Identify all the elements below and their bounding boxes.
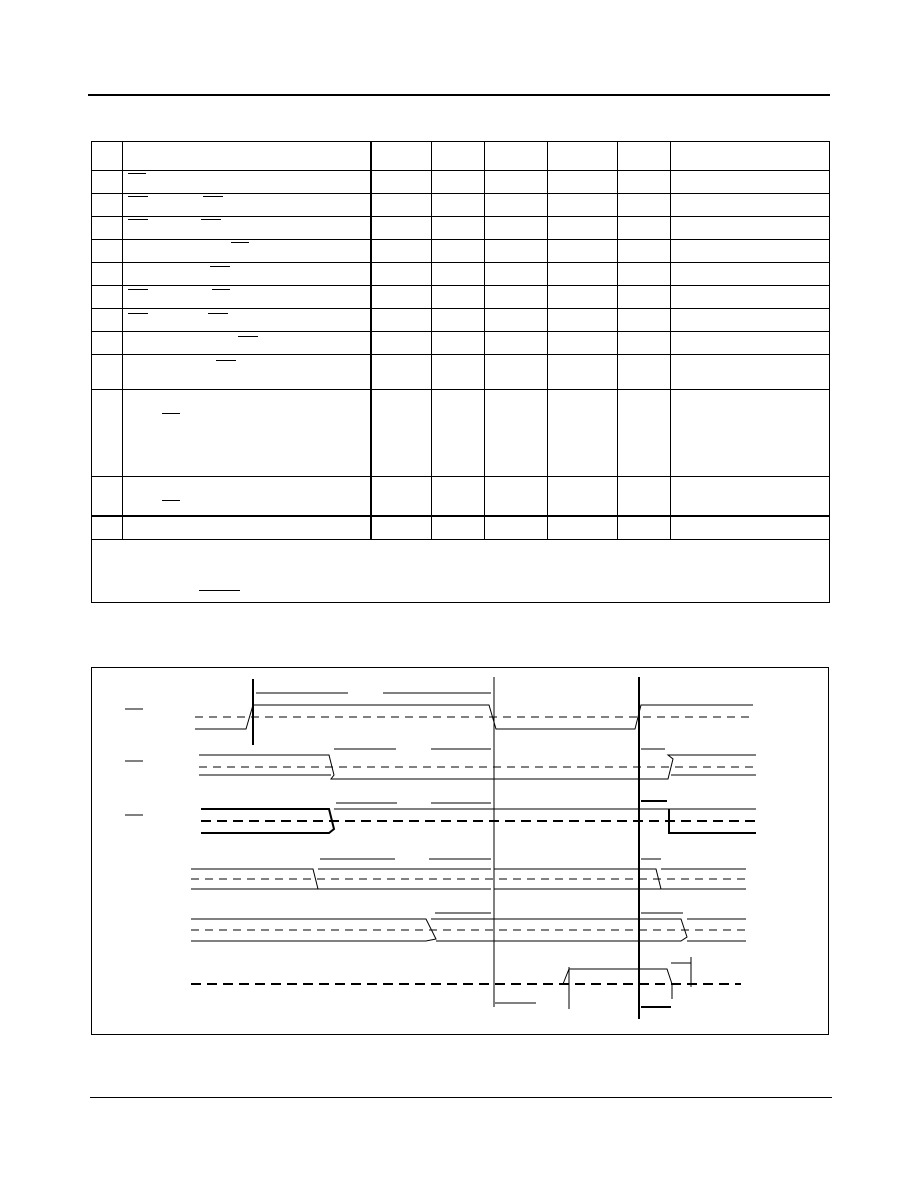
table-cell bbox=[618, 516, 671, 540]
overbar-mark bbox=[231, 242, 249, 243]
table-cell bbox=[618, 309, 671, 332]
table-cell bbox=[92, 240, 123, 263]
table-row bbox=[92, 263, 830, 286]
table-cell bbox=[92, 355, 123, 390]
table-cell bbox=[548, 286, 618, 309]
spec-table bbox=[91, 141, 830, 603]
table-cell bbox=[432, 171, 485, 194]
table-cell bbox=[92, 477, 123, 517]
table-cell bbox=[485, 194, 548, 217]
overbar-mark bbox=[128, 289, 148, 290]
overbar-mark bbox=[201, 219, 221, 220]
table-cell bbox=[371, 240, 432, 263]
table-cell bbox=[485, 171, 548, 194]
table-cell bbox=[548, 309, 618, 332]
table-cell bbox=[485, 217, 548, 240]
table-cell bbox=[485, 240, 548, 263]
table-cell bbox=[92, 332, 123, 355]
table-header-row bbox=[92, 142, 830, 171]
table-row bbox=[92, 171, 830, 194]
header-rule bbox=[88, 94, 830, 96]
table-cell bbox=[485, 309, 548, 332]
table-cell bbox=[618, 194, 671, 217]
table-cell bbox=[123, 355, 371, 390]
table-cell bbox=[671, 263, 830, 286]
table-cell bbox=[92, 263, 123, 286]
table-cell bbox=[432, 332, 485, 355]
table-cell bbox=[371, 309, 432, 332]
table-cell bbox=[618, 240, 671, 263]
table-cell bbox=[671, 217, 830, 240]
table-cell bbox=[123, 332, 371, 355]
table-cell bbox=[671, 171, 830, 194]
overbar-mark bbox=[128, 313, 148, 314]
table-cell bbox=[671, 516, 830, 540]
table-cell bbox=[123, 309, 371, 332]
overbar-mark bbox=[128, 196, 148, 197]
table-cell bbox=[548, 171, 618, 194]
table-cell bbox=[671, 286, 830, 309]
overbar-mark bbox=[128, 219, 148, 220]
table-cell bbox=[432, 355, 485, 390]
table-cell bbox=[618, 263, 671, 286]
table-cell bbox=[485, 390, 548, 477]
table-cell bbox=[92, 171, 123, 194]
overbar-mark bbox=[238, 336, 258, 337]
table-cell bbox=[371, 263, 432, 286]
table-cell bbox=[485, 332, 548, 355]
table-cell bbox=[371, 194, 432, 217]
table-cell bbox=[671, 142, 830, 171]
table-cell bbox=[123, 390, 371, 477]
table-cell bbox=[123, 171, 371, 194]
table-cell bbox=[548, 516, 618, 540]
table-cell bbox=[618, 142, 671, 171]
table-cell bbox=[92, 516, 123, 540]
table-cell bbox=[123, 477, 371, 517]
table-cell bbox=[618, 286, 671, 309]
table-row bbox=[92, 355, 830, 390]
table-cell bbox=[123, 217, 371, 240]
overbar-mark bbox=[216, 360, 236, 361]
table-cell bbox=[548, 142, 618, 171]
table-row bbox=[92, 332, 830, 355]
table-cell bbox=[548, 240, 618, 263]
table-cell bbox=[671, 355, 830, 390]
table-cell bbox=[432, 194, 485, 217]
table-cell bbox=[432, 477, 485, 517]
table-cell bbox=[485, 477, 548, 517]
table-cell bbox=[618, 355, 671, 390]
table-cell bbox=[671, 390, 830, 477]
overbar-mark bbox=[162, 500, 180, 501]
timing-diagram bbox=[91, 667, 829, 1035]
table-cell bbox=[548, 217, 618, 240]
table-cell bbox=[618, 217, 671, 240]
table-cell bbox=[371, 142, 432, 171]
table-cell bbox=[371, 477, 432, 517]
overbar-mark bbox=[199, 590, 240, 591]
table-cell bbox=[92, 390, 123, 477]
table-cell bbox=[92, 217, 123, 240]
table-cell bbox=[123, 286, 371, 309]
table-notes-cell bbox=[92, 540, 830, 603]
table-cell bbox=[548, 355, 618, 390]
table-cell bbox=[432, 240, 485, 263]
table-cell bbox=[92, 194, 123, 217]
overbar-mark bbox=[208, 313, 228, 314]
table-cell bbox=[371, 390, 432, 477]
table-cell bbox=[123, 194, 371, 217]
table-cell bbox=[432, 516, 485, 540]
table-cell bbox=[548, 263, 618, 286]
table-cell bbox=[671, 477, 830, 517]
table-row bbox=[92, 309, 830, 332]
table-cell bbox=[371, 171, 432, 194]
table-cell bbox=[92, 142, 123, 171]
table-cell bbox=[618, 332, 671, 355]
table-cell bbox=[432, 263, 485, 286]
signal-waveform bbox=[191, 919, 436, 941]
table-cell bbox=[371, 355, 432, 390]
table-cell bbox=[371, 217, 432, 240]
table-cell bbox=[485, 516, 548, 540]
table-cell bbox=[671, 240, 830, 263]
table-row bbox=[92, 390, 830, 477]
table-cell bbox=[548, 332, 618, 355]
overbar-mark bbox=[210, 266, 230, 267]
table-cell bbox=[432, 286, 485, 309]
table-cell bbox=[618, 477, 671, 517]
table-cell bbox=[371, 516, 432, 540]
table-row bbox=[92, 286, 830, 309]
table-cell bbox=[618, 171, 671, 194]
table-cell bbox=[548, 194, 618, 217]
table-cell bbox=[548, 477, 618, 517]
footer-rule bbox=[90, 1097, 832, 1098]
overbar-mark bbox=[162, 413, 180, 414]
table-cell bbox=[485, 355, 548, 390]
overbar-mark bbox=[128, 173, 146, 174]
table-cell bbox=[371, 286, 432, 309]
table-cell bbox=[371, 332, 432, 355]
table-cell bbox=[432, 390, 485, 477]
overbar-mark bbox=[212, 289, 230, 290]
overbar-mark bbox=[203, 196, 223, 197]
table-cell bbox=[92, 309, 123, 332]
table-row bbox=[92, 477, 830, 517]
table-cell bbox=[485, 286, 548, 309]
table-cell bbox=[548, 390, 618, 477]
table-cell bbox=[432, 217, 485, 240]
table-row bbox=[92, 240, 830, 263]
table-cell bbox=[485, 263, 548, 286]
table-cell bbox=[432, 142, 485, 171]
table-cell bbox=[671, 309, 830, 332]
table-cell bbox=[618, 390, 671, 477]
table-notes-row bbox=[92, 540, 830, 603]
table-cell bbox=[123, 142, 371, 171]
table-cell bbox=[432, 309, 485, 332]
table-cell bbox=[123, 516, 371, 540]
table-cell bbox=[123, 263, 371, 286]
signal-waveform bbox=[195, 705, 753, 729]
table-cell bbox=[92, 286, 123, 309]
table-cell bbox=[485, 142, 548, 171]
table-row bbox=[92, 516, 830, 540]
table-cell bbox=[671, 332, 830, 355]
table-cell bbox=[671, 194, 830, 217]
